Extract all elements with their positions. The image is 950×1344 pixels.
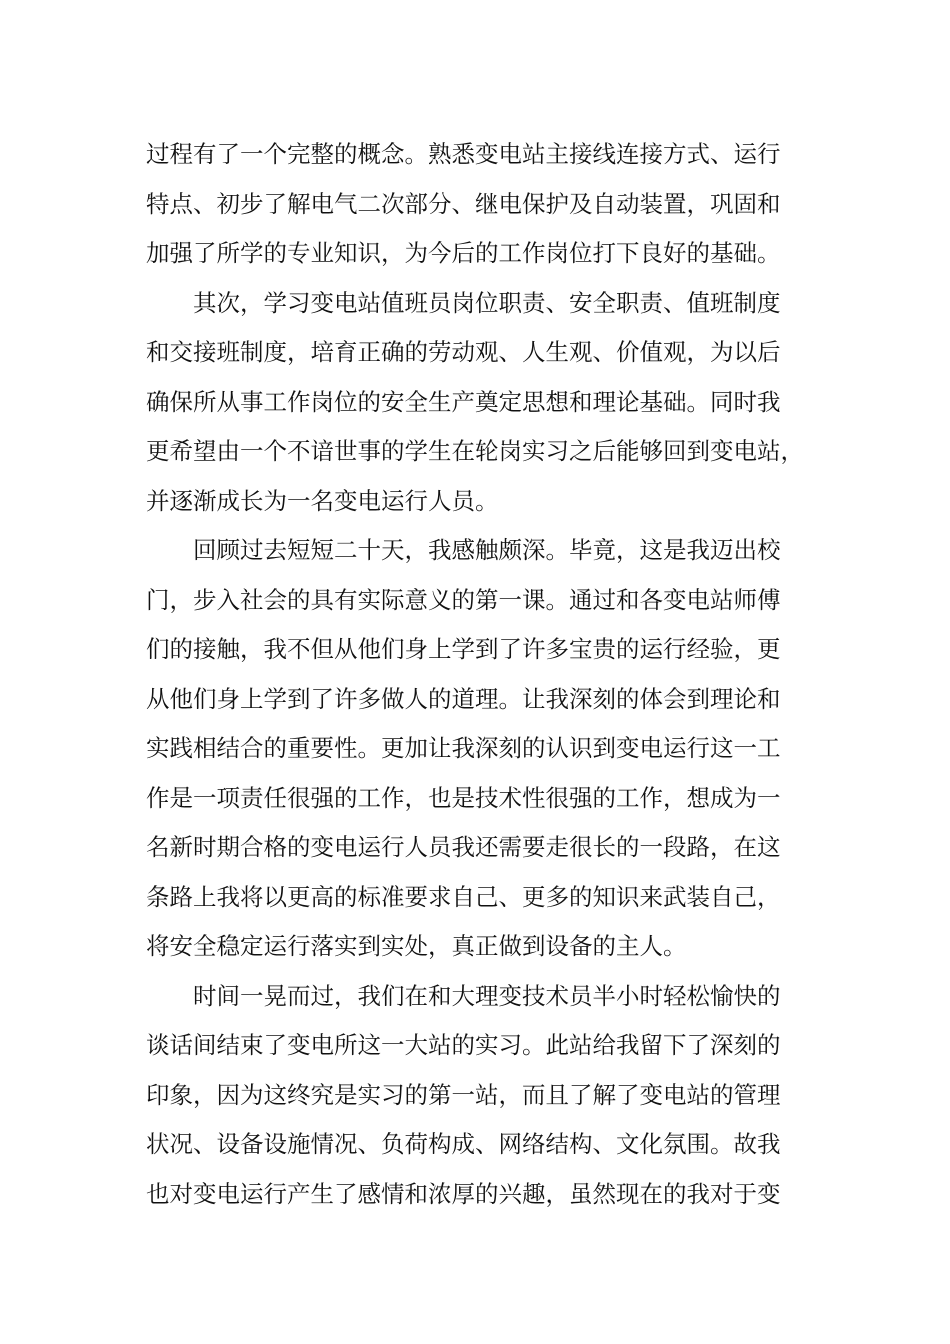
text-line: 名新时期合格的变电运行人员我还需要走很长的一段路，在这 [146, 833, 781, 861]
paragraph [146, 526, 806, 972]
text-line: 谈话间结束了变电所这一大站的实习。此站给我留下了深刻的 [146, 1031, 781, 1059]
text-line: 们的接触，我不但从他们身上学到了许多宝贵的运行经验，更 [146, 635, 781, 663]
text-line: 加强了所学的专业知识，为今后的工作岗位打下良好的基础。 [146, 239, 781, 267]
text-line: 将安全稳定运行落实到实处，真正做到设备的主人。 [146, 932, 687, 960]
text-line: 门，步入社会的具有实际意义的第一课。通过和各变电站师傅 [146, 585, 781, 614]
text-line: 实践相结合的重要性。更加让我深刻的认识到变电运行这一工 [146, 734, 781, 762]
text-line: 并逐渐成长为一名变电运行人员。 [146, 486, 499, 515]
text-line: 确保所从事工作岗位的安全生产奠定思想和理论基础。同时我 [146, 387, 781, 416]
paragraph [146, 279, 806, 527]
text-line: 时间一晃而过，我们在和大理变技术员半小时轻松愉快的 [193, 981, 781, 1010]
text-line: 回顾过去短短二十天，我感触颇深。毕竟，这是我迈出校 [193, 536, 781, 564]
text-line: 和交接班制度，培育正确的劳动观、人生观、价值观，为以后 [146, 338, 781, 366]
text-line: 从他们身上学到了许多做人的道理。让我深刻的体会到理论和 [146, 684, 781, 713]
text-line: 更希望由一个不谙世事的学生在轮岗实习之后能够回到变电站， [146, 437, 804, 465]
text-line: 作是一项责任很强的工作，也是技术性很强的工作，想成为一 [146, 783, 781, 812]
text-line: 特点、初步了解电气二次部分、继电保护及自动装置，巩固和 [146, 189, 781, 218]
text-line: 状况、设备设施情况、负荷构成、网络结构、文化氛围。故我 [146, 1130, 781, 1158]
paragraph [146, 130, 806, 279]
text-line: 印象，因为这终究是实习的第一站，而且了解了变电站的管理 [146, 1080, 781, 1109]
text-line: 也对变电运行产生了感情和浓厚的兴趣，虽然现在的我对于变 [146, 1179, 781, 1208]
paragraph [146, 972, 806, 1220]
text-line: 条路上我将以更高的标准要求自己、更多的知识来武装自己， [146, 882, 781, 911]
text-line: 其次，学习变电站值班员岗位职责、安全职责、值班制度 [193, 288, 781, 317]
text-line: 过程有了一个完整的概念。熟悉变电站主接线连接方式、运行 [146, 140, 781, 168]
body-text [146, 130, 806, 1219]
